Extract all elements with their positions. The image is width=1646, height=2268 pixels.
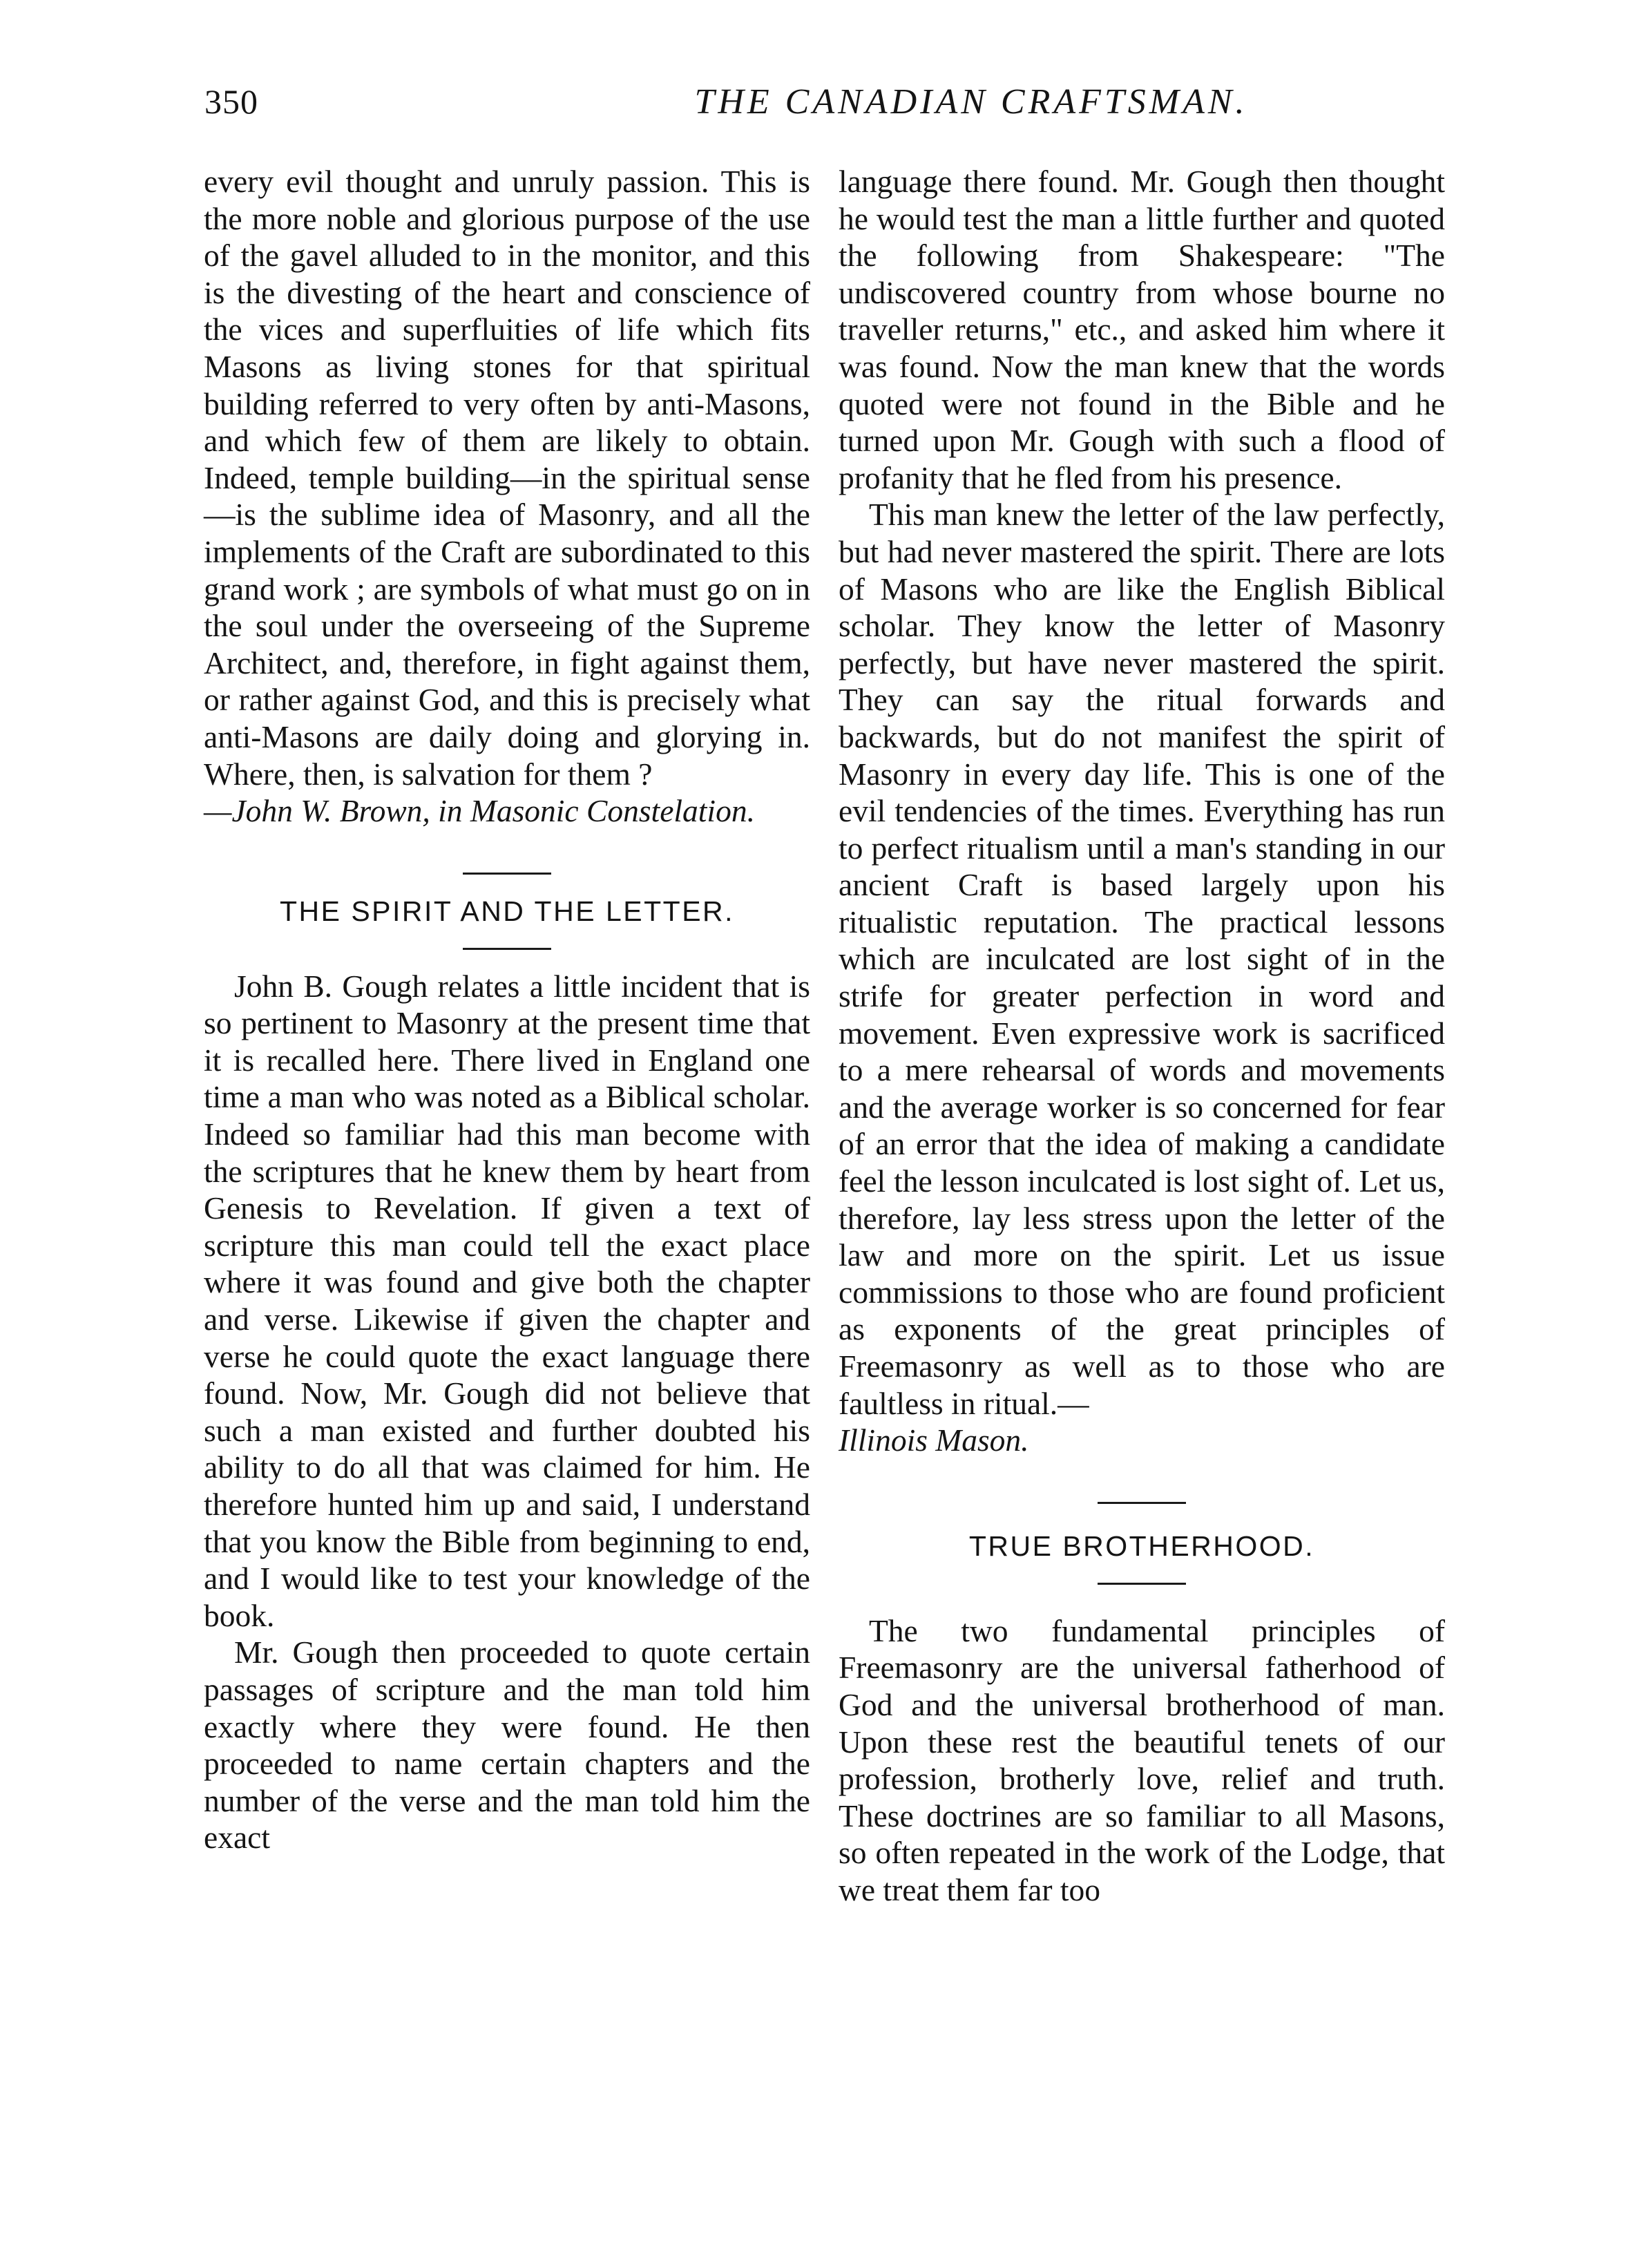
article-title-true-brotherhood: TRUE BROTHERHOOD. bbox=[968, 1530, 1315, 1562]
article-title-spirit-and-letter: THE SPIRIT AND THE LETTER. bbox=[279, 895, 735, 927]
article-paragraph: language there found. Mr. Gough then thought he would test the man a little further and quoted the following from Shakespeare: "The undiscovered country from whose bourne no traveller returns," etc., and asked him where it was found. Now the man knew that the words quoted were not found in the Bible and he turned upon Mr. Gough with such a flood of profanity that he fled from his presence. bbox=[839, 164, 1445, 495]
article-paragraph: This man knew the letter of the law perfectly, but had never mastered the spirit. There are lots of Masons who are like the English Biblical scholar. They know the letter of Masonry perfectly, but have never mastered the spirit. They can say the ritual forwards and backwards, but do not manifest the spirit of Masonry in every day life. This is one of the evil tendencies of the times. Everything has run to perfect ritualism until a man's standing in our ancient Craft is based largely upon his ritualistic reputation. The practical lessons which are inculcated are lost sight of in the strife for greater perfection in word and movement. Even expressive work is sacrificed to a mere rehearsal of words and movements and the average worker is so concerned for fear of an error that the idea of making a candidate feel the lesson inculcated is lost sight of. Let us, therefore, lay less stress upon the letter of the law and more on the spirit. Let us issue commissions to those who are found proficient as exponents of the great principles of Freemasonry as well as to those who are faultless in ritual.— bbox=[839, 497, 1445, 1421]
running-title: THE CANADIAN CRAFTSMAN. bbox=[694, 82, 1248, 122]
article-paragraph: Mr. Gough then proceeded to quote certain passages of scripture and the man told him exactly where they were found. He then proceeded to name certain chapters and the number of the verse and the man told him the exact bbox=[204, 1635, 810, 1856]
continuation-paragraph: every evil thought and unruly passion. This is the more noble and glorious purpose of the use of the gavel alluded to in the monitor, and this is the divesting of the heart and conscience of the vices and superfluities of life which fits Masons as living stones for that spiritual building referred to very often by anti-Masons, and which few of them are likely to obtain. Indeed, temple building—in the spiritual sense —is the sublime idea of Masonry, and all the implements of the Craft are subordinated to this grand work ; are symbols of what must go on in the soul under the overseeing of the Supreme Architect, and, therefore, in fight against them, or rather against God, and this is precisely what anti-Masons are daily doing and glorying in. Where, then, is salvation for them ? bbox=[204, 164, 810, 792]
article-paragraph: The two fundamental principles of Freemasonry are the universal fatherhood of God and the universal brotherhood of man. Upon these rest the beautiful tenets of our profession, brotherly love, relief and truth. These doctrines are so familiar to all Masons, so often repeated in the work of the Lodge, that we treat them far too bbox=[839, 1612, 1445, 1907]
article-paragraph: John B. Gough relates a little incident that is so pertinent to Masonry at the present time that it is recalled here. There lived in England one time a man who was noted as a Biblical scholar. Indeed so familiar had this man become with the scriptures that he knew them by heart from Genesis to Revelation. If given a text of scripture this man could tell the exact place where it was found and give both the chapter and verse. Likewise if given the chapter and verse he could quote the exact language there found. Now, Mr. Gough did not believe that such a man existed and further doubted his ability to do all that was claimed for him. He therefore hunted him up and said, I understand that you know the Bible from beginning to end, and I would like to test your knowledge of the book. bbox=[204, 968, 810, 1633]
continuation-signature: —John W. Brown, in Masonic Constelation. bbox=[204, 793, 755, 829]
left-column bbox=[204, 163, 810, 1856]
page-number: 350 bbox=[204, 82, 258, 121]
article-signature: Illinois Mason. bbox=[839, 1422, 1029, 1458]
right-column bbox=[839, 163, 1445, 1909]
page-header bbox=[204, 82, 1462, 137]
